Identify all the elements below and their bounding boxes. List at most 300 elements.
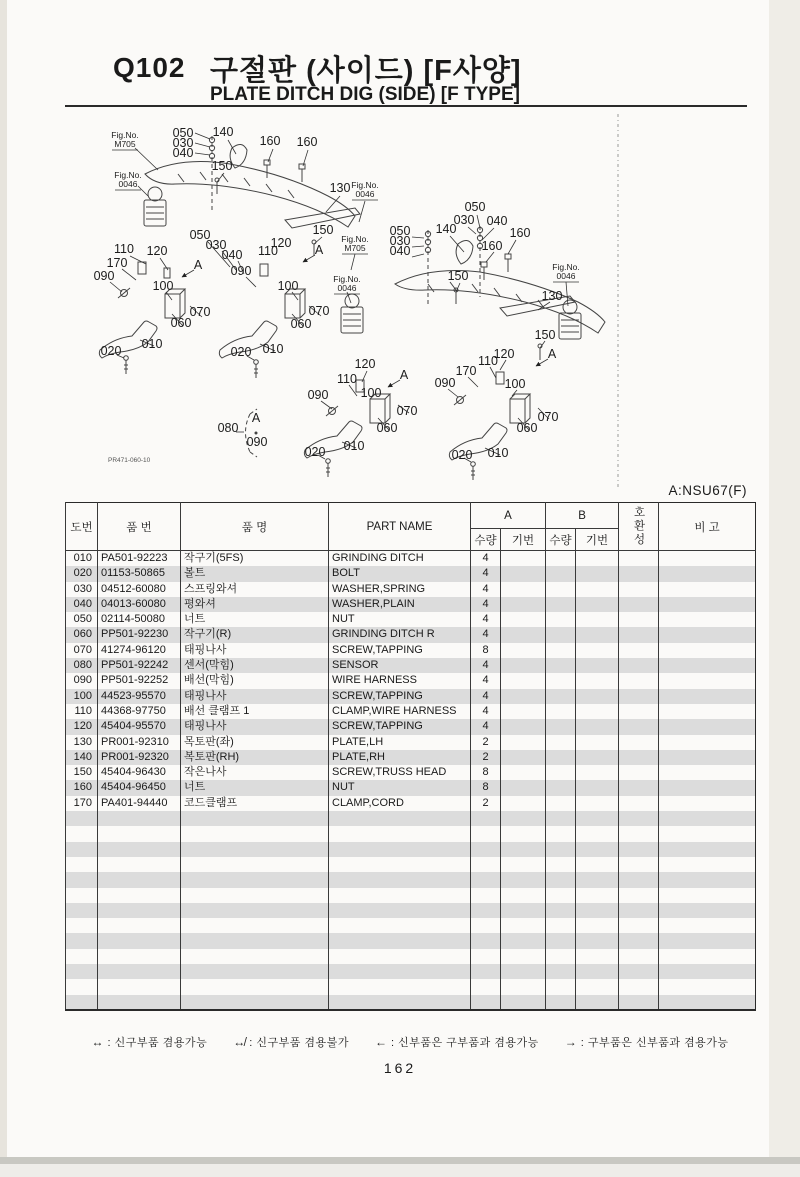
fig-number-label: M705: [114, 139, 136, 149]
title-rule: [65, 105, 747, 107]
cell-remarks: [659, 826, 756, 841]
fig-number-label: Fig.No.: [552, 262, 580, 272]
cell-name-ko: [181, 995, 329, 1010]
cell-qty-b: [546, 903, 576, 918]
legend-symbol: ↔: [91, 1035, 104, 1049]
cell-part-no: 01153-50865: [98, 566, 181, 581]
empty-table-row: [66, 811, 756, 826]
cell-qty-b: [546, 735, 576, 750]
leader-line: [477, 215, 480, 228]
cell-serial-a: [501, 658, 546, 673]
cell-name-ko: 너트: [181, 780, 329, 795]
leader-line: [450, 236, 464, 252]
parts-table: [65, 502, 756, 1011]
leader-line: [166, 292, 172, 300]
cell-serial-b: [576, 627, 619, 642]
cell-remarks: [659, 735, 756, 750]
detail-arrow: [536, 359, 548, 366]
cell-serial-a: [501, 582, 546, 597]
fig-number-label: Fig.No.: [351, 180, 379, 190]
leader-line: [292, 292, 298, 300]
legend-symbol: ↮: [233, 1035, 246, 1049]
cell-serial-b: [576, 689, 619, 704]
col-group-a: A: [471, 503, 546, 529]
cell-remarks: [659, 964, 756, 979]
cell-part-name: SCREW,TAPPING: [329, 719, 471, 734]
leader-line: [412, 237, 424, 238]
leader-line: [195, 133, 210, 139]
cell-name-ko: 작은나사: [181, 765, 329, 780]
leader-line: [110, 282, 122, 292]
cell-serial-a: [501, 704, 546, 719]
callout-label-090: 090: [307, 388, 329, 402]
callout-label-030: 030: [453, 213, 475, 227]
cell-ref: [66, 857, 98, 872]
cell-serial-b: [576, 551, 619, 567]
cell-ref: 120: [66, 719, 98, 734]
cell-remarks: [659, 673, 756, 688]
cell-qty-b: [546, 933, 576, 948]
callout-label-A: A: [314, 243, 324, 257]
cell-part-name: CLAMP,WIRE HARNESS: [329, 704, 471, 719]
cell-compat: [619, 750, 659, 765]
cell-name-ko: 평와셔: [181, 597, 329, 612]
diagram-art: [99, 114, 618, 488]
cell-remarks: [659, 796, 756, 811]
cell-part-no: PP501-92252: [98, 673, 181, 688]
col-header-qty-a: 수량: [471, 529, 501, 551]
cell-part-no: [98, 995, 181, 1010]
cell-serial-b: [576, 765, 619, 780]
cell-part-name: SENSOR: [329, 658, 471, 673]
table-row: [66, 719, 756, 734]
cell-ref: 080: [66, 658, 98, 673]
table-row: [66, 765, 756, 780]
cell-qty-b: [546, 689, 576, 704]
cell-part-no: PR001-92310: [98, 735, 181, 750]
legend-symbol: ←: [374, 1035, 388, 1049]
cell-qty-b: [546, 566, 576, 581]
leader-line: [468, 377, 478, 387]
cell-serial-b: [576, 566, 619, 581]
legend-separator: :: [387, 1037, 399, 1049]
leader-line: [195, 143, 210, 147]
cell-ref: 160: [66, 780, 98, 795]
cell-part-name: SCREW,TRUSS HEAD: [329, 765, 471, 780]
cell-name-ko: 코드클램프: [181, 796, 329, 811]
cell-compat: [619, 551, 659, 567]
cell-name-ko: 배선 클램프 1: [181, 704, 329, 719]
empty-table-row: [66, 933, 756, 948]
table-row: [66, 582, 756, 597]
detail-arrow: [388, 380, 400, 387]
callout-label-A: A: [251, 411, 261, 425]
cell-qty-a: 4: [471, 551, 501, 567]
empty-table-row: [66, 903, 756, 918]
cell-qty-serial-b: [576, 964, 619, 979]
cell-part-no: [98, 888, 181, 903]
cell-serial-b: [576, 597, 619, 612]
col-header-part-no: 품 번: [98, 503, 181, 551]
cell-compat: [619, 719, 659, 734]
cell-qty-a: 4: [471, 597, 501, 612]
cell-qty-serial-b: [576, 888, 619, 903]
fig-number-label: 0046: [556, 271, 576, 281]
leader-line: [351, 254, 355, 270]
cell-qty-b: [546, 704, 576, 719]
table-row: [66, 551, 756, 567]
cell-qty-a: [471, 857, 501, 872]
cell-qty-a: 2: [471, 750, 501, 765]
legend-item: [565, 1034, 729, 1050]
cell-qty-a: [471, 888, 501, 903]
cell-ref: [66, 918, 98, 933]
cell-qty-b: [546, 627, 576, 642]
cell-part-name: [329, 918, 471, 933]
callout-label-A: A: [193, 258, 203, 272]
cell-ref: 150: [66, 765, 98, 780]
cell-compat: [619, 658, 659, 673]
col-header-part-name: PART NAME: [329, 503, 471, 551]
callout-label-130: 130: [541, 289, 563, 303]
cell-qty-a: [471, 995, 501, 1010]
callout-label-030: 030: [205, 238, 227, 252]
cell-serial-b: [576, 658, 619, 673]
cell-serial-a: [501, 750, 546, 765]
cell-part-no: 04013-60080: [98, 597, 181, 612]
cell-name-ko: 태핑나사: [181, 719, 329, 734]
cell-remarks: [659, 995, 756, 1010]
cell-remarks: [659, 719, 756, 734]
legend-label: 신구부품 겸용불가: [256, 1037, 349, 1049]
fig-number-label: Fig.No.: [333, 274, 361, 284]
cell-ref: [66, 811, 98, 826]
cell-compat: [619, 979, 659, 994]
col-header-serial-b: 기번: [576, 529, 619, 551]
cell-part-name: CLAMP,CORD: [329, 796, 471, 811]
cell-part-no: PA401-94440: [98, 796, 181, 811]
cell-serial-a: [501, 643, 546, 658]
cell-remarks: [659, 979, 756, 994]
cell-qty-serial-b: [576, 826, 619, 841]
col-header-name-ko: 품 명: [181, 503, 329, 551]
legend-separator: :: [103, 1037, 115, 1049]
cell-remarks: [659, 750, 756, 765]
cell-qty-b: [546, 780, 576, 795]
cell-qty-b: [546, 551, 576, 567]
scan-edge-right: [769, 0, 800, 1157]
cell-part-no: [98, 872, 181, 887]
callout-label-070: 070: [396, 404, 418, 418]
cell-part-name: PLATE,LH: [329, 735, 471, 750]
cell-remarks: [659, 612, 756, 627]
table-row: [66, 673, 756, 688]
cell-name-ko: 스프링와셔: [181, 582, 329, 597]
cell-name-ko: [181, 811, 329, 826]
cell-remarks: [659, 582, 756, 597]
cell-serial-a: [501, 979, 546, 994]
cell-name-ko: [181, 888, 329, 903]
cell-qty-a: [471, 979, 501, 994]
cell-qty-b: [546, 750, 576, 765]
legend-item: [375, 1034, 539, 1050]
cell-part-no: [98, 826, 181, 841]
empty-table-row: [66, 826, 756, 841]
cell-part-name: [329, 888, 471, 903]
callout-label-040: 040: [172, 146, 194, 160]
cell-serial-a: [501, 551, 546, 567]
cell-ref: 030: [66, 582, 98, 597]
cell-serial-a: [501, 811, 546, 826]
cell-name-ko: 목토판(좌): [181, 735, 329, 750]
cell-serial-a: [501, 719, 546, 734]
cell-part-name: SCREW,TAPPING: [329, 689, 471, 704]
cell-qty-a: [471, 918, 501, 933]
cell-compat: [619, 872, 659, 887]
cell-ref: 070: [66, 643, 98, 658]
cell-part-no: 04512-60080: [98, 582, 181, 597]
callout-label-040: 040: [389, 244, 411, 258]
cell-ref: [66, 903, 98, 918]
cell-compat: [619, 964, 659, 979]
cell-name-ko: 작구기(5FS): [181, 551, 329, 567]
cell-name-ko: [181, 949, 329, 964]
cell-part-name: [329, 995, 471, 1010]
cell-compat: [619, 903, 659, 918]
cell-qty-serial-b: [576, 903, 619, 918]
detail-arrow: [182, 270, 194, 277]
cell-name-ko: [181, 933, 329, 948]
leader-line: [508, 240, 516, 254]
callout-label-010: 010: [262, 342, 284, 356]
cell-qty-a: [471, 826, 501, 841]
cell-qty-b: [546, 842, 576, 857]
cell-qty-b: [546, 673, 576, 688]
cell-qty-b: [546, 857, 576, 872]
callout-label-160: 160: [259, 134, 281, 148]
callout-label-A: A: [399, 368, 409, 382]
scan-edge-left: [0, 0, 7, 1157]
cell-ref: [66, 949, 98, 964]
cell-part-no: 44523-95570: [98, 689, 181, 704]
cell-qty-a: 4: [471, 704, 501, 719]
cell-qty-a: [471, 903, 501, 918]
col-header-serial-a: 기번: [501, 529, 546, 551]
cell-serial-b: [576, 750, 619, 765]
cell-part-no: [98, 949, 181, 964]
cell-qty-b: [546, 949, 576, 964]
cell-compat: [619, 949, 659, 964]
callout-label-070: 070: [537, 410, 559, 424]
cell-name-ko: 너트: [181, 612, 329, 627]
exploded-parts-diagram: [60, 112, 760, 490]
leader-line: [135, 148, 158, 170]
cell-remarks: [659, 597, 756, 612]
cell-serial-a: [501, 826, 546, 841]
callout-label-040: 040: [221, 248, 243, 262]
leader-line: [468, 227, 476, 234]
col-header-qty-b: 수량: [546, 529, 576, 551]
callout-label-100: 100: [360, 386, 382, 400]
cell-ref: [66, 826, 98, 841]
cell-ref: 060: [66, 627, 98, 642]
cell-part-name: BOLT: [329, 566, 471, 581]
fig-number-label: Fig.No.: [114, 170, 142, 180]
cell-serial-a: [501, 689, 546, 704]
diagram-svg: [60, 112, 760, 490]
cell-remarks: [659, 643, 756, 658]
callout-label-070: 070: [308, 304, 330, 318]
cell-qty-serial-b: [576, 842, 619, 857]
cell-compat: [619, 826, 659, 841]
cell-qty-a: 2: [471, 796, 501, 811]
callout-label-140: 140: [435, 222, 457, 236]
cell-part-no: [98, 842, 181, 857]
cell-part-name: [329, 826, 471, 841]
cell-serial-a: [501, 673, 546, 688]
cell-qty-a: 4: [471, 612, 501, 627]
cell-remarks: [659, 551, 756, 567]
legend-label: 신부품은 구부품과 겸용가능: [398, 1037, 539, 1049]
cell-compat: [619, 765, 659, 780]
cell-name-ko: [181, 826, 329, 841]
col-header-ref: 도번: [66, 503, 98, 551]
cell-qty-b: [546, 811, 576, 826]
cell-serial-a: [501, 933, 546, 948]
leader-line: [122, 269, 136, 280]
leader-line: [566, 282, 568, 306]
callout-label-150: 150: [312, 223, 334, 237]
cell-part-no: [98, 903, 181, 918]
callout-label-120: 120: [270, 236, 292, 250]
cell-name-ko: 복토판(RH): [181, 750, 329, 765]
table-row: [66, 689, 756, 704]
cell-part-no: [98, 918, 181, 933]
cell-compat: [619, 566, 659, 581]
callout-label-020: 020: [451, 448, 473, 462]
cell-qty-serial-b: [576, 979, 619, 994]
leader-line: [412, 254, 424, 257]
cell-part-no: [98, 964, 181, 979]
cell-qty-a: 4: [471, 582, 501, 597]
callout-label-150: 150: [447, 269, 469, 283]
cell-qty-serial-b: [576, 995, 619, 1010]
callout-label-060: 060: [516, 421, 538, 435]
cell-name-ko: [181, 903, 329, 918]
cell-qty-b: [546, 888, 576, 903]
cell-remarks: [659, 918, 756, 933]
cell-serial-a: [501, 964, 546, 979]
page-title-korean: 구절판 (사이드) [F사양]: [210, 55, 522, 87]
cell-remarks: [659, 566, 756, 581]
cell-serial-a: [501, 857, 546, 872]
cell-part-name: [329, 933, 471, 948]
col-group-b: B: [546, 503, 619, 529]
cell-qty-serial-b: [576, 872, 619, 887]
callout-label-050: 050: [464, 200, 486, 214]
leader-line: [321, 401, 332, 409]
cell-part-no: [98, 811, 181, 826]
callout-label-110: 110: [478, 354, 498, 368]
cell-serial-a: [501, 735, 546, 750]
cell-ref: 170: [66, 796, 98, 811]
cell-name-ko: [181, 918, 329, 933]
cell-remarks: [659, 811, 756, 826]
cell-qty-a: 4: [471, 719, 501, 734]
cell-ref: 130: [66, 735, 98, 750]
model-applicability-note: A:NSU67(F): [668, 483, 747, 498]
cell-part-no: [98, 979, 181, 994]
scan-edge-bottom-light: [0, 1164, 800, 1177]
table-row: [66, 750, 756, 765]
cell-qty-a: 8: [471, 765, 501, 780]
cell-ref: [66, 872, 98, 887]
parts-table-header: [66, 503, 756, 551]
cell-qty-a: [471, 964, 501, 979]
cell-name-ko: 태핑나사: [181, 643, 329, 658]
cell-qty-b: [546, 658, 576, 673]
cell-ref: [66, 933, 98, 948]
callout-label-100: 100: [152, 279, 174, 293]
cell-ref: 090: [66, 673, 98, 688]
cell-ref: 040: [66, 597, 98, 612]
callout-label-090: 090: [93, 269, 115, 283]
cell-serial-b: [576, 796, 619, 811]
cell-compat: [619, 612, 659, 627]
cell-compat: [619, 888, 659, 903]
cell-qty-a: [471, 949, 501, 964]
cell-serial-b: [576, 704, 619, 719]
cell-qty-b: [546, 918, 576, 933]
cell-serial-a: [501, 765, 546, 780]
callout-label-120: 120: [354, 357, 376, 371]
page-title-english: PLATE DITCH DIG (SIDE) [F TYPE]: [210, 84, 520, 105]
detail-arrow: [303, 255, 315, 262]
callout-label-030: 030: [172, 136, 194, 150]
callout-label-120: 120: [493, 347, 515, 361]
cell-compat: [619, 796, 659, 811]
cell-name-ko: [181, 857, 329, 872]
cell-part-no: PR001-92320: [98, 750, 181, 765]
callout-label-100: 100: [504, 377, 526, 391]
cell-remarks: [659, 765, 756, 780]
leader-line: [138, 186, 148, 196]
callout-label-140: 140: [212, 125, 234, 139]
cell-ref: 100: [66, 689, 98, 704]
parts-table-body: [66, 551, 756, 1010]
cell-serial-a: [501, 627, 546, 642]
cell-part-no: PA501-92223: [98, 551, 181, 567]
cell-qty-b: [546, 765, 576, 780]
cell-compat: [619, 582, 659, 597]
cell-qty-b: [546, 872, 576, 887]
cell-part-name: GRINDING DITCH R: [329, 627, 471, 642]
cell-part-name: WASHER,PLAIN: [329, 597, 471, 612]
cell-part-name: [329, 903, 471, 918]
cell-serial-b: [576, 612, 619, 627]
empty-table-row: [66, 964, 756, 979]
cell-part-name: PLATE,RH: [329, 750, 471, 765]
cell-qty-a: [471, 933, 501, 948]
cell-serial-a: [501, 597, 546, 612]
table-row: [66, 780, 756, 795]
legend-separator: :: [577, 1037, 588, 1049]
cell-ref: 110: [66, 704, 98, 719]
cell-serial-a: [501, 949, 546, 964]
cell-part-name: [329, 842, 471, 857]
cell-qty-serial-b: [576, 949, 619, 964]
cell-part-name: NUT: [329, 780, 471, 795]
